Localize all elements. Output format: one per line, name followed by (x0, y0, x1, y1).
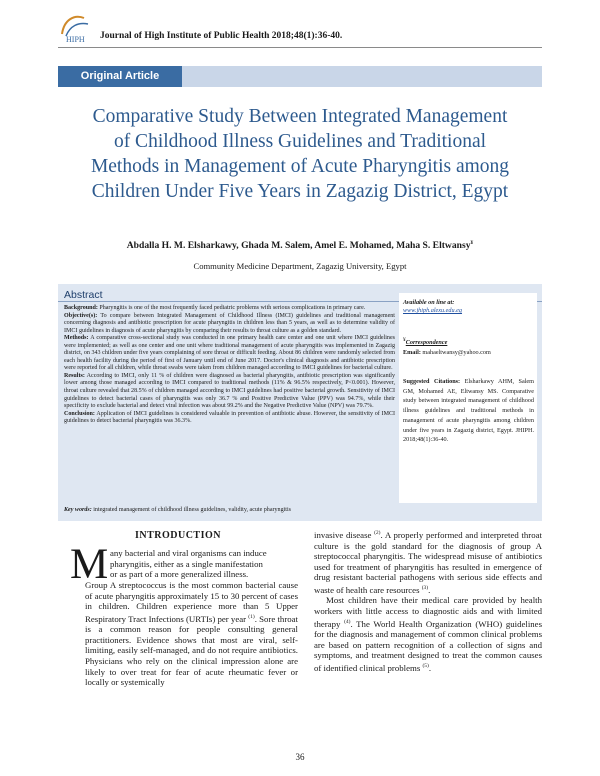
intro-first-lines: any bacterial and viral organisms can induce pharyngitis, either as a single manifestation or as part of a more generalized illness. (110, 548, 267, 580)
abstract-methods: Methods: A comparative cross-sectional study was conducted in one primary health care center and one unit where IMCI guidelines were implemented; as well as one center and one unit where traditional management of acute pharyngitis was implemented in Zagazig district, on 343 children under five years complaining of sore throat or difficult feeding. About 86 children were randomly selected from each health facility during the period of first of January until end of June 2017. Doctor's clinical diagnosis and antibiotic prescription were reported for all children, while throat swabs were taken from children managed according to IMCI guidelines for bacterial culture. (64, 335, 395, 372)
intro-right-column: invasive disease $^{(2)}$. A properly performed and interpreted throat culture is the gold standard for the diagnosis of group A streptococcal pharyngitis. The widespread misuse of antibiotics used for treatment of pharyngitis has resulted in emergence of drug resistant bacterial pathogens with serious side effects and waste of health care resources $^{(3)}$. Most children have their medical care provided by health workers with little access to diagnostic aids and with limited therapy $^{(4)}$. The World Health Organization (WHO) guidelines for the diagnosis and management of common clinical problems are based on pattern recognition of a collection of signs and symptoms, and treatment designed to treat the common causes of identified clinical problems $^{(5)}$. (314, 529, 543, 673)
abstract-heading: Abstract (64, 289, 103, 301)
affiliation: Community Medicine Department, Zagazig University, Egypt (193, 261, 407, 271)
journal-logo (58, 12, 94, 44)
section-label: Original Article (58, 66, 182, 87)
abstract-keywords: Key words: integrated management of childhood illness guidelines, validity, acute pharyngitis (64, 507, 291, 513)
abstract-results: Results: According to IMCI, only 11 % of children were diagnosed as bacterial pharyngitis, antibiotic prescription was significantly lower among those managed according to IMCI compared to traditional methods (11% & 96.5% respectively, P<0.001). However, throat culture revealed that 28.5% of children managed according to IMCI guidelines had positive bacterial growth. Sensitivity of IMCI guidelines to detect bacterial cases of pharyngitis was only 36.7 % and Positive Predictive Value (PPV) was 94.7%, while their specificity to exclude bacterial and detect viral infection was about 99.2% and the Negative Predictive Value (NPV) was 79.7%. (64, 372, 395, 410)
suggested-citation: Suggested Citations: Elsharkawy AHM, Salem GM, Mohamed AE, Eltwansy MS. Comparative study between integrated management of childhood illness guidelines and traditional methods in management of acute pharyngitis among children under five years in Zagazig district, Egypt. JHIPH. 2018;48(1):36-40. (403, 378, 534, 444)
abstract-conclusion: Conclusion: Application of IMCI guidelines is considered valuable in prevention of antibiotic abuse. However, the sensitivity of IMCI guidelines to detect bacterial pharyngitis was 36.3%. (64, 410, 395, 425)
author-list (58, 240, 542, 251)
abstract-background: Background: Pharyngitis is one of the most frequently faced pediatric problems with serious complications in primary care. (64, 305, 366, 311)
abstract-objective: Objective(s): To compare between Integrated Management of Childhood Illness (IMCI) guidelines and traditional management concerning diagnosis and antibiotic prescription for acute pharyngitis in children less than 5 years, as well as to determine validity of IMCI guidelines in diagnosis of acute pharyngitis by comparing their results to throat culture as a golden standard. (64, 312, 395, 334)
article-title (60, 104, 540, 204)
authors-text: Abdalla H. M. Elsharkawy, Ghada M. Salem, Amel E. Mohamed, Maha S. Eltwansy (126, 240, 471, 252)
available-label: Available on line at: (403, 299, 455, 306)
journal-url-link[interactable]: www.jhiph.alexu.edu.eg (403, 307, 463, 314)
title-line: Comparative Study Between Integrated Management (92, 106, 508, 127)
title-line: of Childhood Illness Guidelines and Traditional (113, 131, 487, 152)
title-line: Methods in Management of Acute Pharyngitis among (90, 156, 510, 177)
abstract-body (64, 305, 395, 426)
introduction-heading: INTRODUCTION (134, 530, 221, 541)
correspondence-label: ¥Correspondence (403, 337, 448, 347)
drop-cap: M (70, 541, 109, 588)
title-line: Children Under Five Years in Zagazig District, Egypt (91, 181, 509, 202)
page-number: 36 (295, 752, 305, 762)
logo-text: HIPH (66, 35, 85, 44)
info-sidebar (399, 293, 537, 503)
author-mark: ¥ (470, 240, 474, 246)
email-line: Email: mahaeltwansy@yahoo.com (403, 349, 491, 356)
journal-citation-header: Journal of High Institute of Public Health 2018;48(1):36-40. (100, 31, 343, 41)
intro-left-column: Group A streptococcus is the most common bacterial cause of acute pharyngitis approximately 15 to 30 percent of cases in children. Children experience more than 5 Upper Respiratory Tract Infections (URTIs) per year $^{(1)}$. Sore throat is a common reason for people consulting general practitioners. Evidence shows that most are viral, self-limiting, easily self-managed, and do not require antibiotics. Physicians who rely on the clinical impression alone are likely to over treat for fear of acute rheumatic fever or locally or systemically (85, 580, 299, 688)
header-divider (58, 47, 542, 48)
